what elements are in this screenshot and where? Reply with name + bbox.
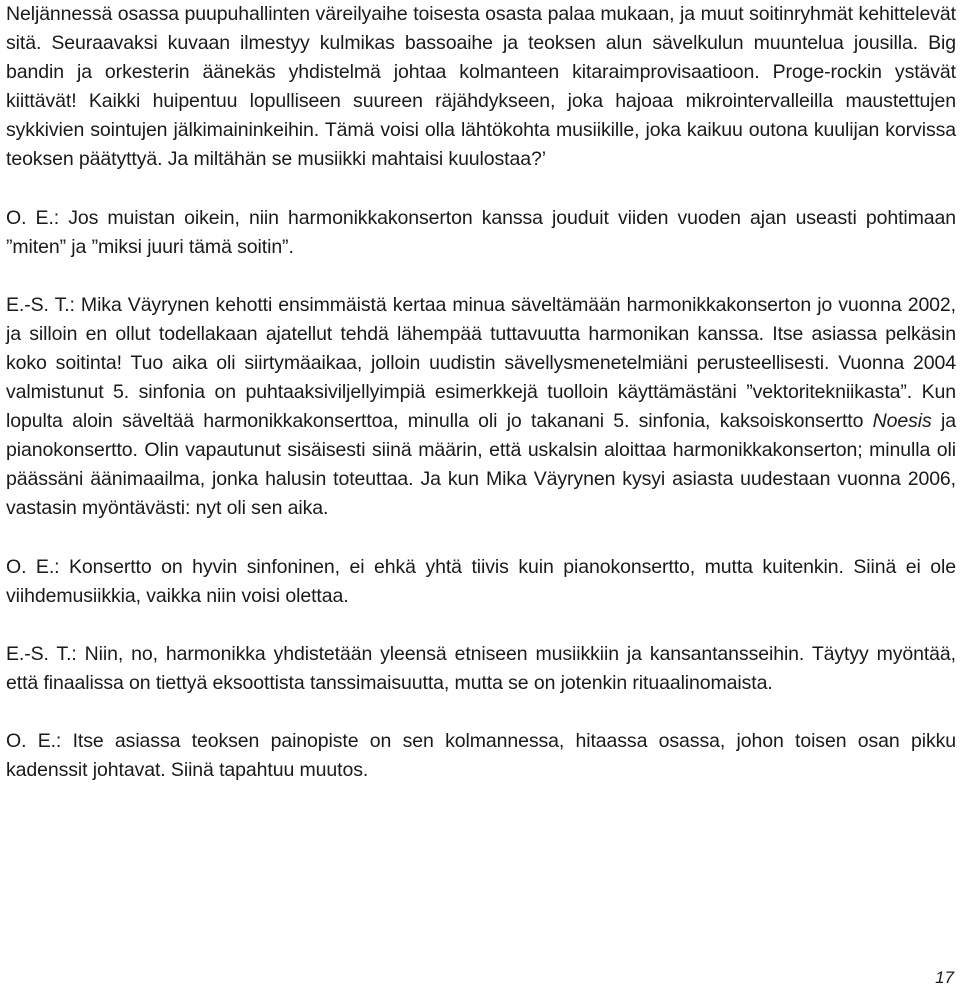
speaker-label: O. E.: xyxy=(6,206,60,229)
paragraph-text: Neljännessä osassa puupuhallinten väreilyaihe toisesta osasta palaa mukaan, ja muut soitinryhmät kehittelevät sitä. Seuraavaksi kuvaan ilmestyy kulmikas bassoaihe ja teoksen alun sävelkulun muuntelua jousilla. Big bandin ja orkesterin äänekäs yhdistelmä johtaa kolmanteen kitaraimprovisaatioon. Proge-rockin ystävät kiittävät! Kaikki huipentuu lopulliseen suureen räjähdykseen, joka hajoaa mikrointervalleilla maustettujen sykkivien sointujen jälkimaininkeihin. Tämä voisi olla lähtökohta musiikille, joka kaikuu outona kuulijan korvissa teoksen päätyttyä. Ja miltähän se musiikki mahtaisi kuulostaa?’ xyxy=(6,3,956,171)
speaker-label: E.-S. T.: xyxy=(6,293,75,316)
paragraph-oe-question-1 xyxy=(6,204,956,262)
paragraph-text: Niin, no, harmonikka yhdistetään yleensä etniseen musiikkiin ja kansantansseihin. Täytyy myöntää, että finaalissa on tiettyä eksoottista tanssimaisuutta, mutta se on jotenkin rituaalinomaista. xyxy=(6,642,956,694)
paragraph-text: ja pianokonsertto. Olin vapautunut sisäisesti siinä määrin, että uskalsin aloittaa harmonikkakonserton; minulla oli päässäni äänimaailma, jonka halusin toteuttaa. Ja kun Mika Väyrynen kysyi asiasta uudestaan vuonna 2006, vastasin myöntävästi: nyt oli sen aika. xyxy=(6,410,956,520)
speaker-label: O. E.: xyxy=(6,555,60,578)
paragraph-text: Konsertto on hyvin sinfoninen, ei ehkä yhtä tiivis kuin pianokonsertto, mutta kuitenkin. Siinä ei ole viihdemusiikkia, vaikka niin voisi olettaa. xyxy=(6,555,957,607)
document-page xyxy=(6,0,956,785)
paragraph-est-answer-2 xyxy=(6,640,956,698)
speaker-label: O. E.: xyxy=(6,729,62,752)
paragraph-text: Mika Väyrynen kehotti ensimmäistä kertaa minua säveltämään harmonikkakonserton jo vuonna 2002, ja silloin en ollut todellakaan ajatellut tehdä lähempää tuttavuutta harmonikan kanssa. Itse asiassa pelkäsin koko soitinta! Tuo aika oli siirtymäaikaa, jolloin uudistin sävellysmenetelmiäni perusteellisesti. Vuonna 2004 valmistunut 5. sinfonia on puhtaaksiviljellyimpiä esimerkkejä tuolloin käyttämästäni ”vektoritekniikasta”. Kun lopulta aloin säveltää harmonikkakonserttoa, minulla oli jo takanani 5. sinfonia, kaksoiskonsertto xyxy=(6,293,956,433)
work-title-noesis: Noesis xyxy=(872,410,932,433)
speaker-label: E.-S. T.: xyxy=(6,642,77,665)
paragraph-est-answer-1 xyxy=(6,291,956,524)
paragraph-oe-question-3 xyxy=(6,727,956,785)
paragraph-intro xyxy=(6,0,956,175)
page-number: 17 xyxy=(935,968,954,987)
paragraph-text: Itse asiassa teoksen painopiste on sen kolmannessa, hitaassa osassa, johon toisen osan pikku kadenssit johtavat. Siinä tapahtuu muutos. xyxy=(6,729,956,781)
paragraph-text: Jos muistan oikein, niin harmonikkakonserton kanssa jouduit viiden vuoden ajan useasti pohtimaan ”miten” ja ”miksi juuri tämä soitin”. xyxy=(6,206,956,258)
paragraph-oe-question-2 xyxy=(6,553,956,611)
